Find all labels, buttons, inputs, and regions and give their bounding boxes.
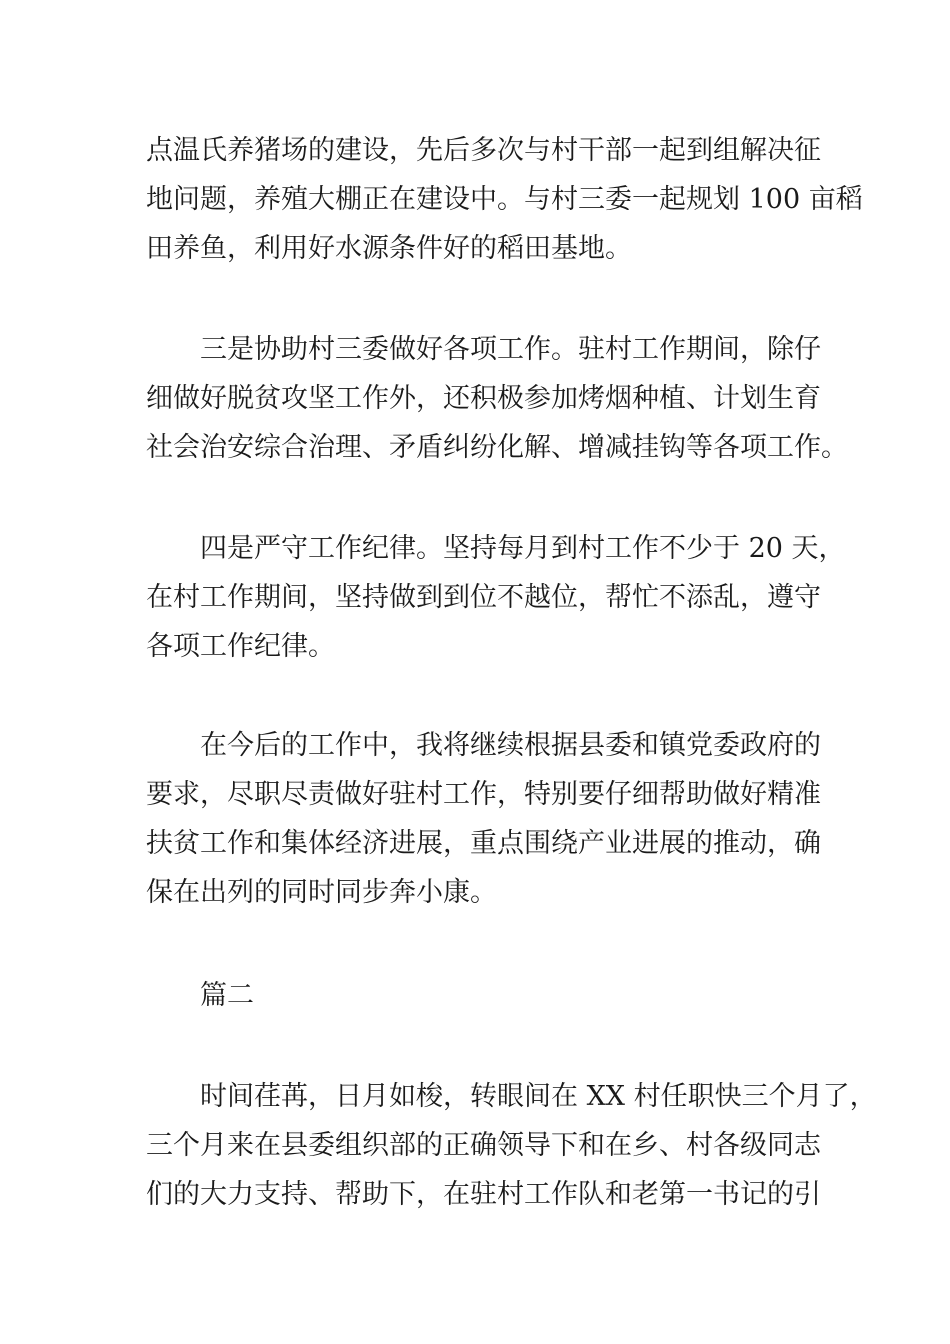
text-line: 在村工作期间，坚持做到到位不越位，帮忙不添乱，遵守 (146, 582, 821, 613)
text-line: 田养鱼，利用好水源条件好的稻田基地。 (146, 233, 632, 264)
text-line: 扶贫工作和集体经济进展，重点围绕产业进展的推动，确 (146, 828, 821, 859)
text-line: 细做好脱贫攻坚工作外，还积极参加烤烟种植、计划生育 (146, 383, 821, 414)
paragraph-work-discipline (146, 524, 846, 671)
paragraph-pig-farm (146, 126, 863, 273)
text-line: 们的大力支持、帮助下，在驻村工作队和老第一书记的引 (146, 1179, 821, 1210)
text-line: 四是严守工作纪律。坚持每月到村工作不少于 20 天， (200, 533, 846, 564)
text-line: 点温氏养猪场的建设，先后多次与村干部一起到组解决征 (146, 135, 821, 166)
text-line: 要求，尽职尽责做好驻村工作，特别要仔细帮助做好精准 (146, 779, 821, 810)
text-line: 时间荏苒，日月如梭，转眼间在 XX 村任职快三个月了， (200, 1081, 877, 1112)
text-line: 三是协助村三委做好各项工作。驻村工作期间，除仔 (200, 334, 821, 365)
paragraph-time-flies (146, 1072, 877, 1219)
text-line: 各项工作纪律。 (146, 631, 335, 662)
text-line: 地问题，养殖大棚正在建设中。与村三委一起规划 100 亩稻 (146, 184, 863, 215)
paragraph-assist-village-committee (146, 325, 848, 472)
text-line: 保在出列的同时同步奔小康。 (146, 877, 497, 908)
text-line: 社会治安综合治理、矛盾纠纷化解、增减挂钩等各项工作。 (146, 432, 848, 463)
paragraph-future-work (146, 721, 826, 917)
section-heading-part-two (146, 971, 826, 1020)
text-line: 三个月来在县委组织部的正确领导下和在乡、村各级同志 (146, 1130, 821, 1161)
text-line: 在今后的工作中，我将继续根据县委和镇党委政府的 (200, 730, 821, 761)
section-heading: 篇二 (200, 980, 254, 1011)
